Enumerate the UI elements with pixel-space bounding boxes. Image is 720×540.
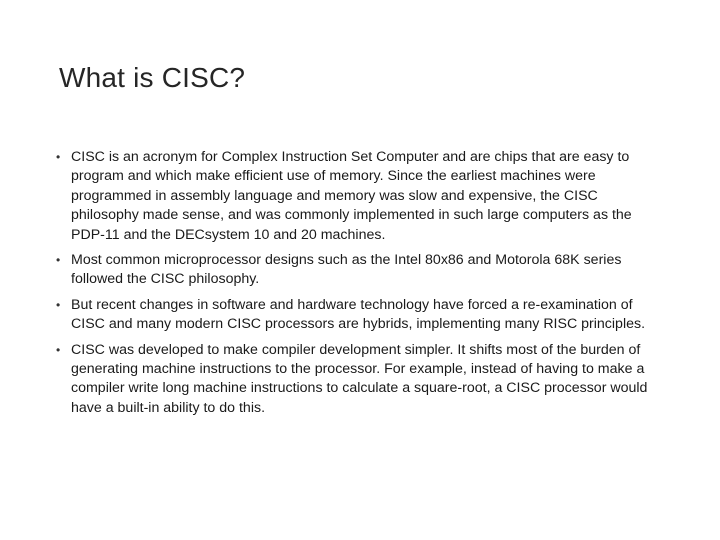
bullet-dot-icon: • <box>56 342 61 357</box>
bullet-text: But recent changes in software and hardware technology have forced a re-examination of CISC and many modern CISC processors are hybrids, implementing many RISC principles. <box>71 296 646 333</box>
bullet-text: CISC was developed to make compiler development simpler. It shifts most of the burden of generating machine instructions to the processor. For example, instead of having to make a compiler write long machine instructions to calculate a square-root, a CISC processor would have a built-in ability to do this. <box>71 341 648 416</box>
bullet-item <box>56 296 666 335</box>
bullet-list <box>56 148 666 424</box>
bullet-item <box>56 341 666 419</box>
bullet-text: CISC is an acronym for Complex Instruction Set Computer and are chips that are easy to program and which make efficient use of memory. Since the earliest machines were programmed in assembly language and memory was slow and expensive, the CISC philosophy made sense, and was commonly implemented in such large computers as the PDP-11 and the DECsystem 10 and 20 machines. <box>71 149 632 243</box>
bullet-dot-icon: • <box>56 150 61 164</box>
bullet-text: Most common microprocessor designs such as the Intel 80x86 and Motorola 68K series followed the CISC philosophy. <box>71 252 622 288</box>
bullet-dot-icon: • <box>56 253 61 268</box>
slide-title: What is CISC? <box>59 62 246 93</box>
bullet-dot-icon: • <box>56 297 61 312</box>
bullet-item <box>56 251 666 290</box>
bullet-item <box>56 148 666 245</box>
